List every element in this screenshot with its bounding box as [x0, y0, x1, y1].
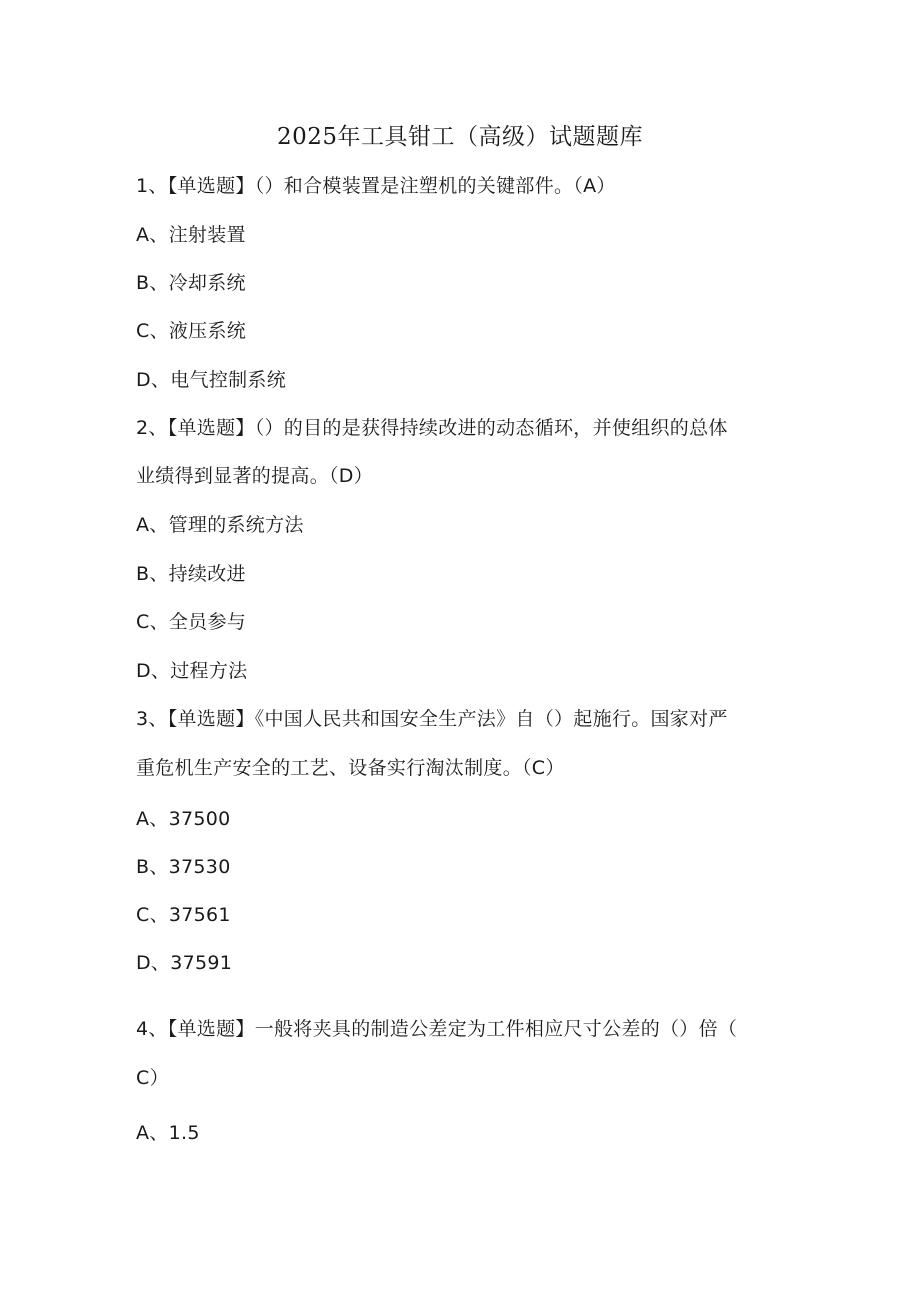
question-1-option-d: D、电气控制系统 — [136, 369, 287, 391]
question-3-option-b: B、37530 — [136, 856, 231, 878]
question-2-option-d: D、过程方法 — [136, 660, 248, 682]
question-1-stem: 1、【单选题】（）和合模装置是注塑机的关键部件。（A） — [136, 175, 616, 197]
question-2-stem-continued: 业绩得到显著的提高。（D） — [136, 465, 374, 487]
question-3-option-d: D、37591 — [136, 952, 233, 974]
question-3-option-a: A、37500 — [136, 808, 231, 830]
question-2-stem: 2、【单选题】（）的目的是获得持续改进的动态循环，并使组织的总体 — [136, 417, 728, 439]
question-3-option-c: C、37561 — [136, 904, 231, 926]
question-4-stem-continued: C） — [136, 1067, 169, 1089]
question-1-option-b: B、冷却系统 — [136, 272, 246, 294]
question-4-option-a: A、1.5 — [136, 1122, 200, 1144]
question-3-stem-continued: 重危机生产安全的工艺、设备实行淘汰制度。（C） — [136, 757, 565, 779]
question-2-option-c: C、全员参与 — [136, 611, 247, 633]
question-1-option-c: C、液压系统 — [136, 320, 247, 342]
question-1-option-a: A、注射装置 — [136, 224, 246, 246]
question-4-stem: 4、【单选题】一般将夹具的制造公差定为工件相应尺寸公差的（）倍（ — [136, 1018, 738, 1040]
question-2-option-b: B、持续改进 — [136, 563, 246, 585]
question-2-option-a: A、管理的系统方法 — [136, 514, 304, 536]
question-3-stem: 3、【单选题】《中国人民共和国安全生产法》自（）起施行。国家对严 — [136, 708, 728, 730]
document-title: 2025年工具钳工（高级）试题题库 — [276, 124, 644, 150]
